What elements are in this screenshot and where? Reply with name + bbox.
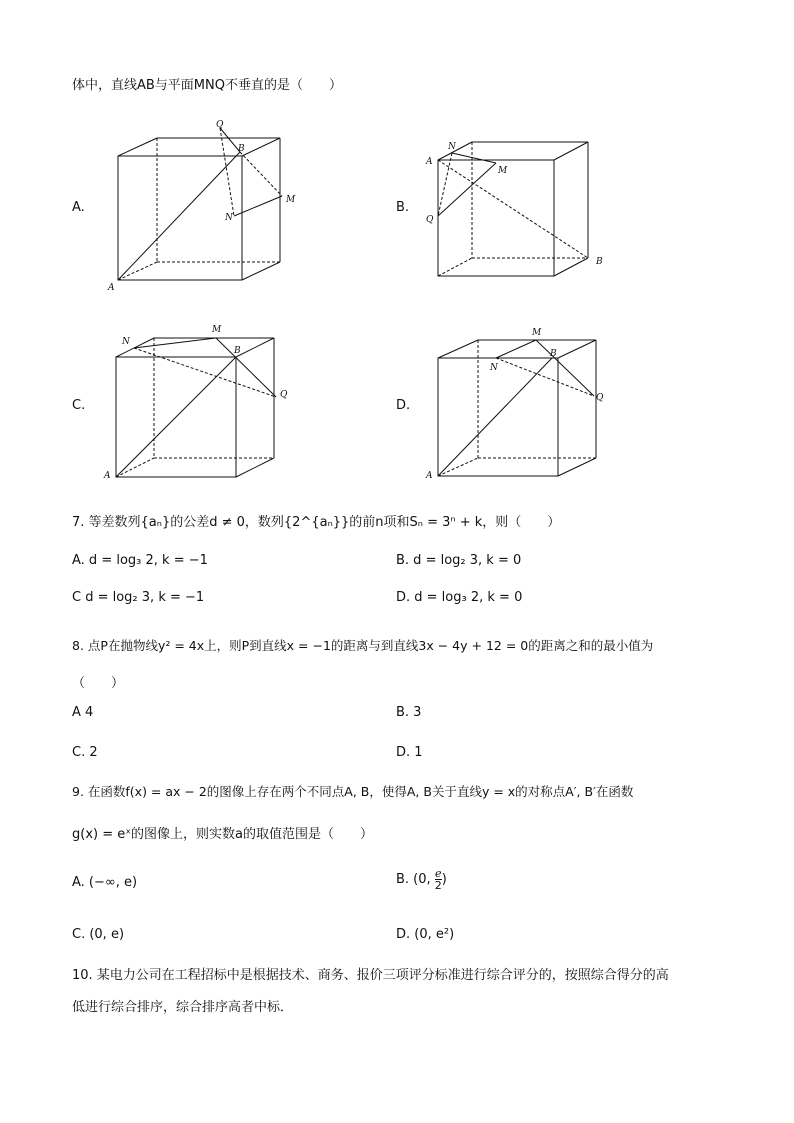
q8-option-b: B. 3 bbox=[396, 705, 422, 720]
fig-c-label-q: Q bbox=[280, 390, 288, 400]
q10-stem-continued: 低进行综合排序，综合排序高者中标． bbox=[72, 1000, 294, 1015]
fig-c-label-m: M bbox=[212, 325, 222, 335]
q9-option-b-suffix: ) bbox=[441, 872, 447, 887]
q9-option-b-fraction bbox=[435, 868, 442, 891]
q6-option-c-label: C. bbox=[72, 398, 86, 413]
fig-c-label-b: B bbox=[234, 346, 241, 356]
fig-b-label-a: A bbox=[426, 157, 433, 167]
fig-d-label-q: Q bbox=[596, 393, 604, 403]
fig-d-label-n: N bbox=[490, 363, 498, 373]
q8-option-a: A 4 bbox=[72, 705, 94, 720]
fig-c-label-a: A bbox=[104, 471, 111, 481]
q9-option-c: C. (0, e) bbox=[72, 927, 125, 942]
fig-a-label-a: A bbox=[108, 283, 115, 293]
cube-figure-a bbox=[100, 116, 310, 296]
fig-a-label-n: N bbox=[225, 213, 233, 223]
q9-option-d: D. (0, e²) bbox=[396, 927, 455, 942]
fig-c-label-n: N bbox=[122, 337, 130, 347]
fig-b-label-q: Q bbox=[426, 215, 434, 225]
q9-stem: 9. 在函数f(x) = ax − 2的图像上存在两个不同点A, B，使得A, B关于直线y = x的对称点A′, B′在函数 bbox=[72, 784, 634, 799]
q10-stem: 10. 某电力公司在工程招标中是根据技术、商务、报价三项评分标准进行综合评分的，按照综合得分的高 bbox=[72, 968, 669, 983]
q6-stem: 体中，直线AB与平面MNQ不垂直的是（ ） bbox=[72, 78, 342, 93]
q7-option-d: D. d = log₃ 2, k = 0 bbox=[396, 590, 523, 605]
fig-d-label-a: A bbox=[426, 471, 433, 481]
q8-option-c: C. 2 bbox=[72, 745, 98, 760]
fig-a-label-m: M bbox=[286, 195, 296, 205]
q9-option-b bbox=[396, 868, 447, 891]
q7-option-c: C d = log₂ 3, k = −1 bbox=[72, 590, 205, 605]
cube-figure-b bbox=[420, 136, 620, 286]
fig-b-label-n: N bbox=[448, 142, 456, 152]
fig-d-label-b: B bbox=[550, 349, 557, 359]
q6-option-b-label: B. bbox=[396, 200, 410, 215]
fig-a-label-q: Q bbox=[216, 120, 224, 130]
q7-option-a: A. d = log₃ 2, k = −1 bbox=[72, 553, 208, 568]
q7-option-b: B. d = log₂ 3, k = 0 bbox=[396, 553, 522, 568]
cube-figure-d bbox=[420, 322, 620, 485]
q6-option-a-label: A. bbox=[72, 200, 85, 215]
fig-b-label-m: M bbox=[498, 166, 508, 176]
q7-stem: 7. 等差数列{aₙ}的公差d ≠ 0，数列{2^{aₙ}}的前n项和Sₙ = 3ⁿ + k，则（ ） bbox=[72, 515, 561, 530]
q9-option-b-numerator: e bbox=[435, 867, 442, 880]
cube-figure-c bbox=[100, 320, 300, 485]
q9-stem-continued: g(x) = eˣ的图像上，则实数a的取值范围是（ ） bbox=[72, 827, 373, 842]
q9-option-b-denominator: 2 bbox=[434, 879, 442, 892]
q9-option-a: A. (−∞, e) bbox=[72, 875, 138, 890]
q8-stem: 8. 点P在抛物线y² = 4x上，则P到直线x = −1的距离与到直线3x − 4y + 12 = 0的距离之和的最小值为 bbox=[72, 638, 654, 653]
fig-a-label-b: B bbox=[238, 144, 245, 154]
q6-option-d-label: D. bbox=[396, 398, 411, 413]
q8-option-d: D. 1 bbox=[396, 745, 423, 760]
q9-option-b-prefix: B. (0, bbox=[396, 872, 435, 887]
fig-b-label-b: B bbox=[596, 257, 603, 267]
q8-stem-continued: （ ） bbox=[72, 676, 125, 691]
fig-d-label-m: M bbox=[532, 328, 542, 338]
